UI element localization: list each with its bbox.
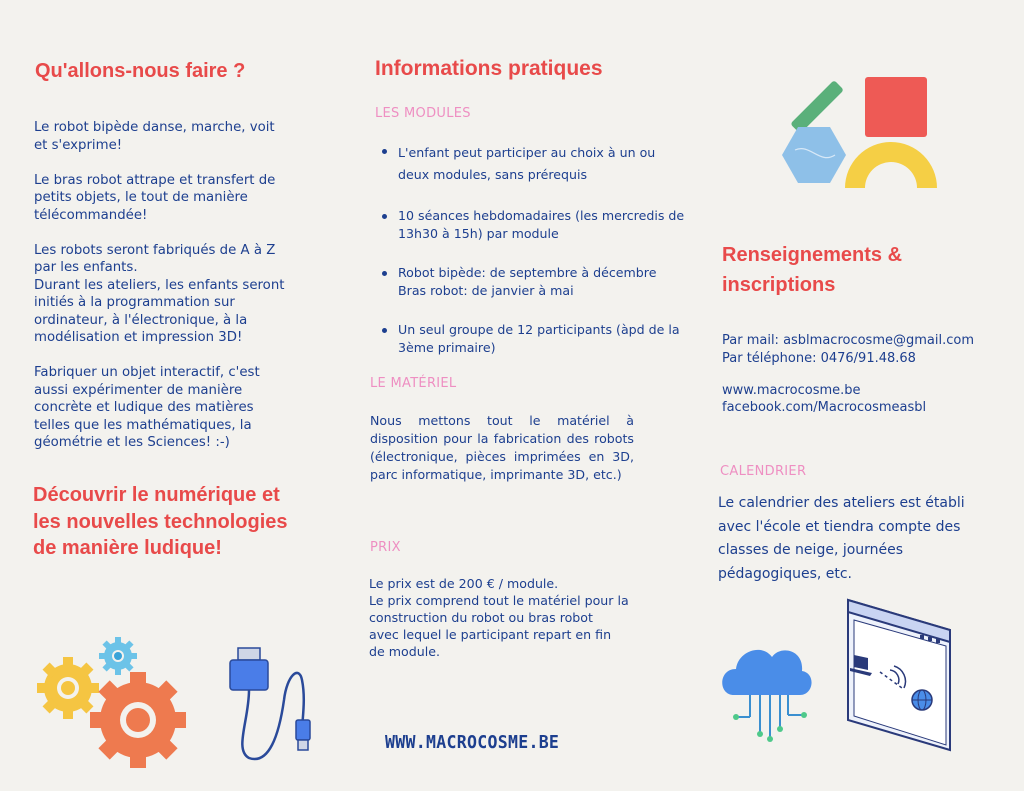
list-item xyxy=(378,207,698,243)
activities-paragraph: Les robots seront fabriqués de A à Z par les enfants. Durant les ateliers, les enfants seront initiés à la programmation sur ordinateur, à l'électronique, à la modélisation et impression 3D! xyxy=(34,242,285,345)
section-title-registration: Renseignements & inscriptions xyxy=(722,244,903,296)
browser-window-icon xyxy=(840,600,955,750)
list-item xyxy=(378,142,698,186)
modules-label: LES MODULES xyxy=(375,106,471,121)
website-link[interactable]: www.macrocosme.be xyxy=(722,383,861,398)
list-item xyxy=(378,321,698,357)
gears-illustration xyxy=(38,636,198,766)
bullet-icon xyxy=(382,214,387,219)
module-text: Un seul groupe de 12 participants (àpd de la 3ème primaire) xyxy=(398,322,680,355)
green-bar-shape xyxy=(790,80,844,134)
facebook-link[interactable]: facebook.com/Macrocosmeasbl xyxy=(722,400,927,415)
section-title-practical-info: Informations pratiques xyxy=(375,57,603,80)
cog-icon-small-blue xyxy=(99,637,137,675)
module-text: L'enfant peut participer au choix à un ou deux modules, sans prérequis xyxy=(398,145,656,182)
module-text: Robot bipède: de septembre à décembre Bras robot: de janvier à mai xyxy=(398,265,657,298)
contact-email[interactable]: Par mail: asblmacrocosme@gmail.com xyxy=(722,333,974,348)
blue-hexagon-shape xyxy=(782,127,846,183)
contact-info xyxy=(722,332,974,367)
cog-icon-yellow xyxy=(37,657,99,719)
bullet-icon xyxy=(382,149,387,154)
calendar-text: Le calendrier des ateliers est établi avec l'école et tiendra compte des classes de neige, journées pédagogiques, etc. xyxy=(718,495,965,582)
materiel-label: LE MATÉRIEL xyxy=(370,376,457,391)
web-links xyxy=(722,382,926,416)
yellow-arch-shape xyxy=(845,142,937,188)
prix-text: Le prix est de 200 € / module. Le prix comprend tout le matériel pour la construction du robot ou bras robot avec lequel le participant repart en fin de module. xyxy=(369,576,629,659)
red-square-shape xyxy=(865,77,927,137)
materiel-text: Nous mettons tout le matériel à disposition pour la fabrication des robots (électronique, pièces imprimées en 3D, parc informatique, imprimante 3D, etc.) xyxy=(370,413,634,482)
globe-icon xyxy=(912,690,932,710)
prix-label: PRIX xyxy=(370,540,401,555)
cog-icon-orange xyxy=(90,672,186,768)
bullet-icon xyxy=(382,271,387,276)
activities-text xyxy=(34,119,314,452)
activities-paragraph: Le bras robot attrape et transfert de petits objets, le tout de manière télécommandée! xyxy=(34,172,276,223)
calendar-label: CALENDRIER xyxy=(720,464,807,479)
activities-paragraph: Fabriquer un objet interactif, c'est aussi expérimenter de manière concrète et ludique des matières telles que les mathématiques, la géométrie et les Sciences! :-) xyxy=(34,365,260,450)
cloud-network-icon xyxy=(716,637,816,747)
modules-list xyxy=(378,142,698,378)
usb-cable-icon xyxy=(224,640,324,765)
bullet-icon xyxy=(382,328,387,333)
shapes-illustration xyxy=(780,55,950,190)
module-text: 10 séances hebdomadaires (les mercredis de 13h30 à 15h) par module xyxy=(398,208,685,241)
website-link[interactable]: WWW.MACROCOSME.BE xyxy=(385,732,560,753)
contact-phone[interactable]: Par téléphone: 0476/91.48.68 xyxy=(722,350,916,366)
discover-slogan: Découvrir le numérique et les nouvelles technologies de manière ludique! xyxy=(33,484,288,559)
activities-paragraph: Le robot bipède danse, marche, voit et s'exprime! xyxy=(34,120,275,153)
list-item xyxy=(378,264,698,300)
section-title-activities: Qu'allons-nous faire ? xyxy=(35,60,246,82)
